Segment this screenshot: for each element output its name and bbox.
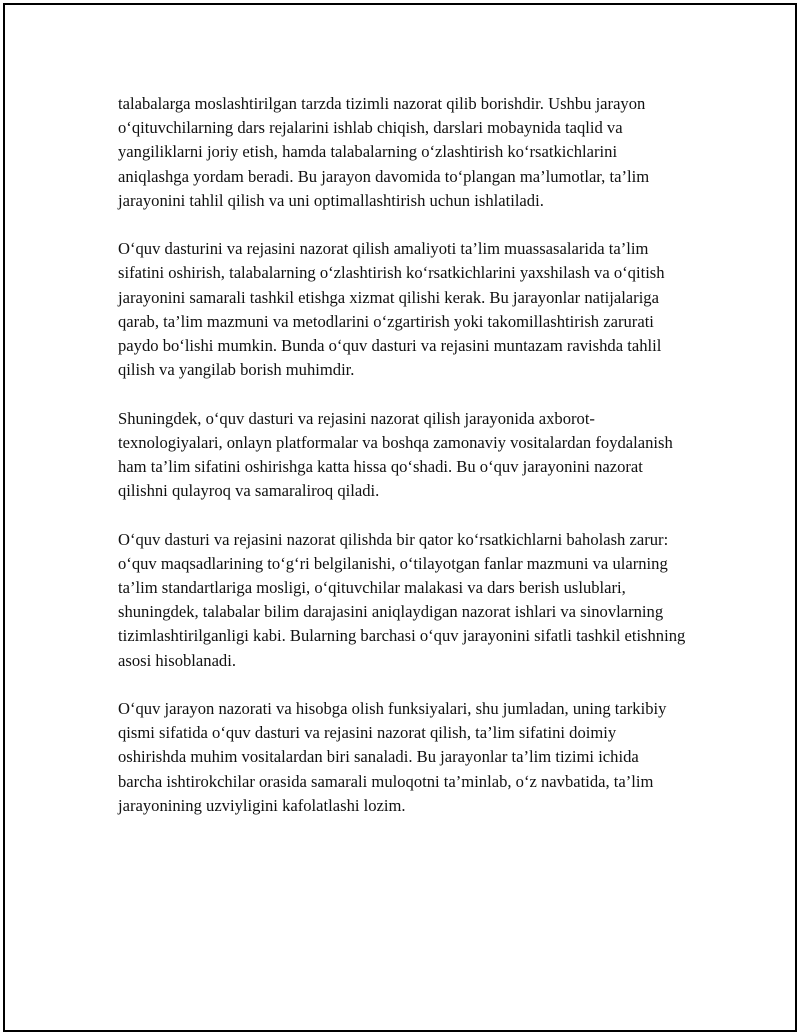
paragraph-2: O‘quv dasturini va rejasini nazorat qilish amaliyoti ta’lim muassasalarida ta’lim sifatini oshirish, talabalarning o‘zlashtirish ko‘rsatkichlarini yaxshilash va o‘qitish jarayonini samarali tashkil etishga xizmat qilishi kerak. Bu jarayonlar natijalariga qarab, ta’lim mazmuni va metodlarini o‘zgartirish yoki takomillashtirish zarurati paydo bo‘lishi mumkin. Bunda o‘quv dasturi va rejasini muntazam ravishda tahlil qilish va yangilab borish muhimdir. <box>118 239 665 380</box>
document-body <box>118 92 686 842</box>
paragraph-3: Shuningdek, o‘quv dasturi va rejasini nazorat qilish jarayonida axborot-texnologiyalari, onlayn platformalar va boshqa zamonaviy vositalardan foydalanish ham ta’lim sifatini oshirishga katta hissa qo‘shadi. Bu o‘quv jarayonini nazorat qilishni qulayroq va samaraliroq qiladi. <box>118 408 673 501</box>
paragraph-1: talabalarga moslashtirilgan tarzda tizimli nazorat qilib borishdir. Ushbu jarayon o‘qituvchilarning dars rejalarini ishlab chiqish, darslari mobaynida taqlid va yangiliklarni joriy etish, hamda talabalarning o‘zlashtirish ko‘rsatkichlarini aniqlashga yordam beradi. Bu jarayon davomida to‘plangan ma’lumotlar, ta’lim jarayonini tahlil qilish va uni optimallashtirish uchun ishlatiladi. <box>118 94 650 210</box>
paragraph-4: O‘quv dasturi va rejasini nazorat qilishda bir qator ko‘rsatkichlarni baholash zarur: o‘quv maqsadlarining to‘g‘ri belgilanishi, o‘tilayotgan fanlar mazmuni va ularning ta’lim standartlariga mosligi, o‘qituvchilar malakasi va dars berish uslublari, shuningdek, talabalar bilim darajasini aniqlaydigan nazorat ishlari va sinovlarning tizimlashtirilganligi kabi. Bularning barchasi o‘quv jarayonini sifatli tashkil etishning asosi hisoblanadi. <box>118 529 686 670</box>
paragraph-5: O‘quv jarayon nazorati va hisobga olish funksiyalari, shu jumladan, uning tarkibiy qismi sifatida o‘quv dasturi va rejasini nazorat qilish, ta’lim sifatini doimiy oshirishda muhim vositalardan biri sanaladi. Bu jarayonlar ta’lim tizimi ichida barcha ishtirokchilar orasida samarali muloqotni ta’minlab, o‘z navbatida, ta’lim jarayonining uzviyligini kafolatlashi lozim. <box>118 699 667 815</box>
